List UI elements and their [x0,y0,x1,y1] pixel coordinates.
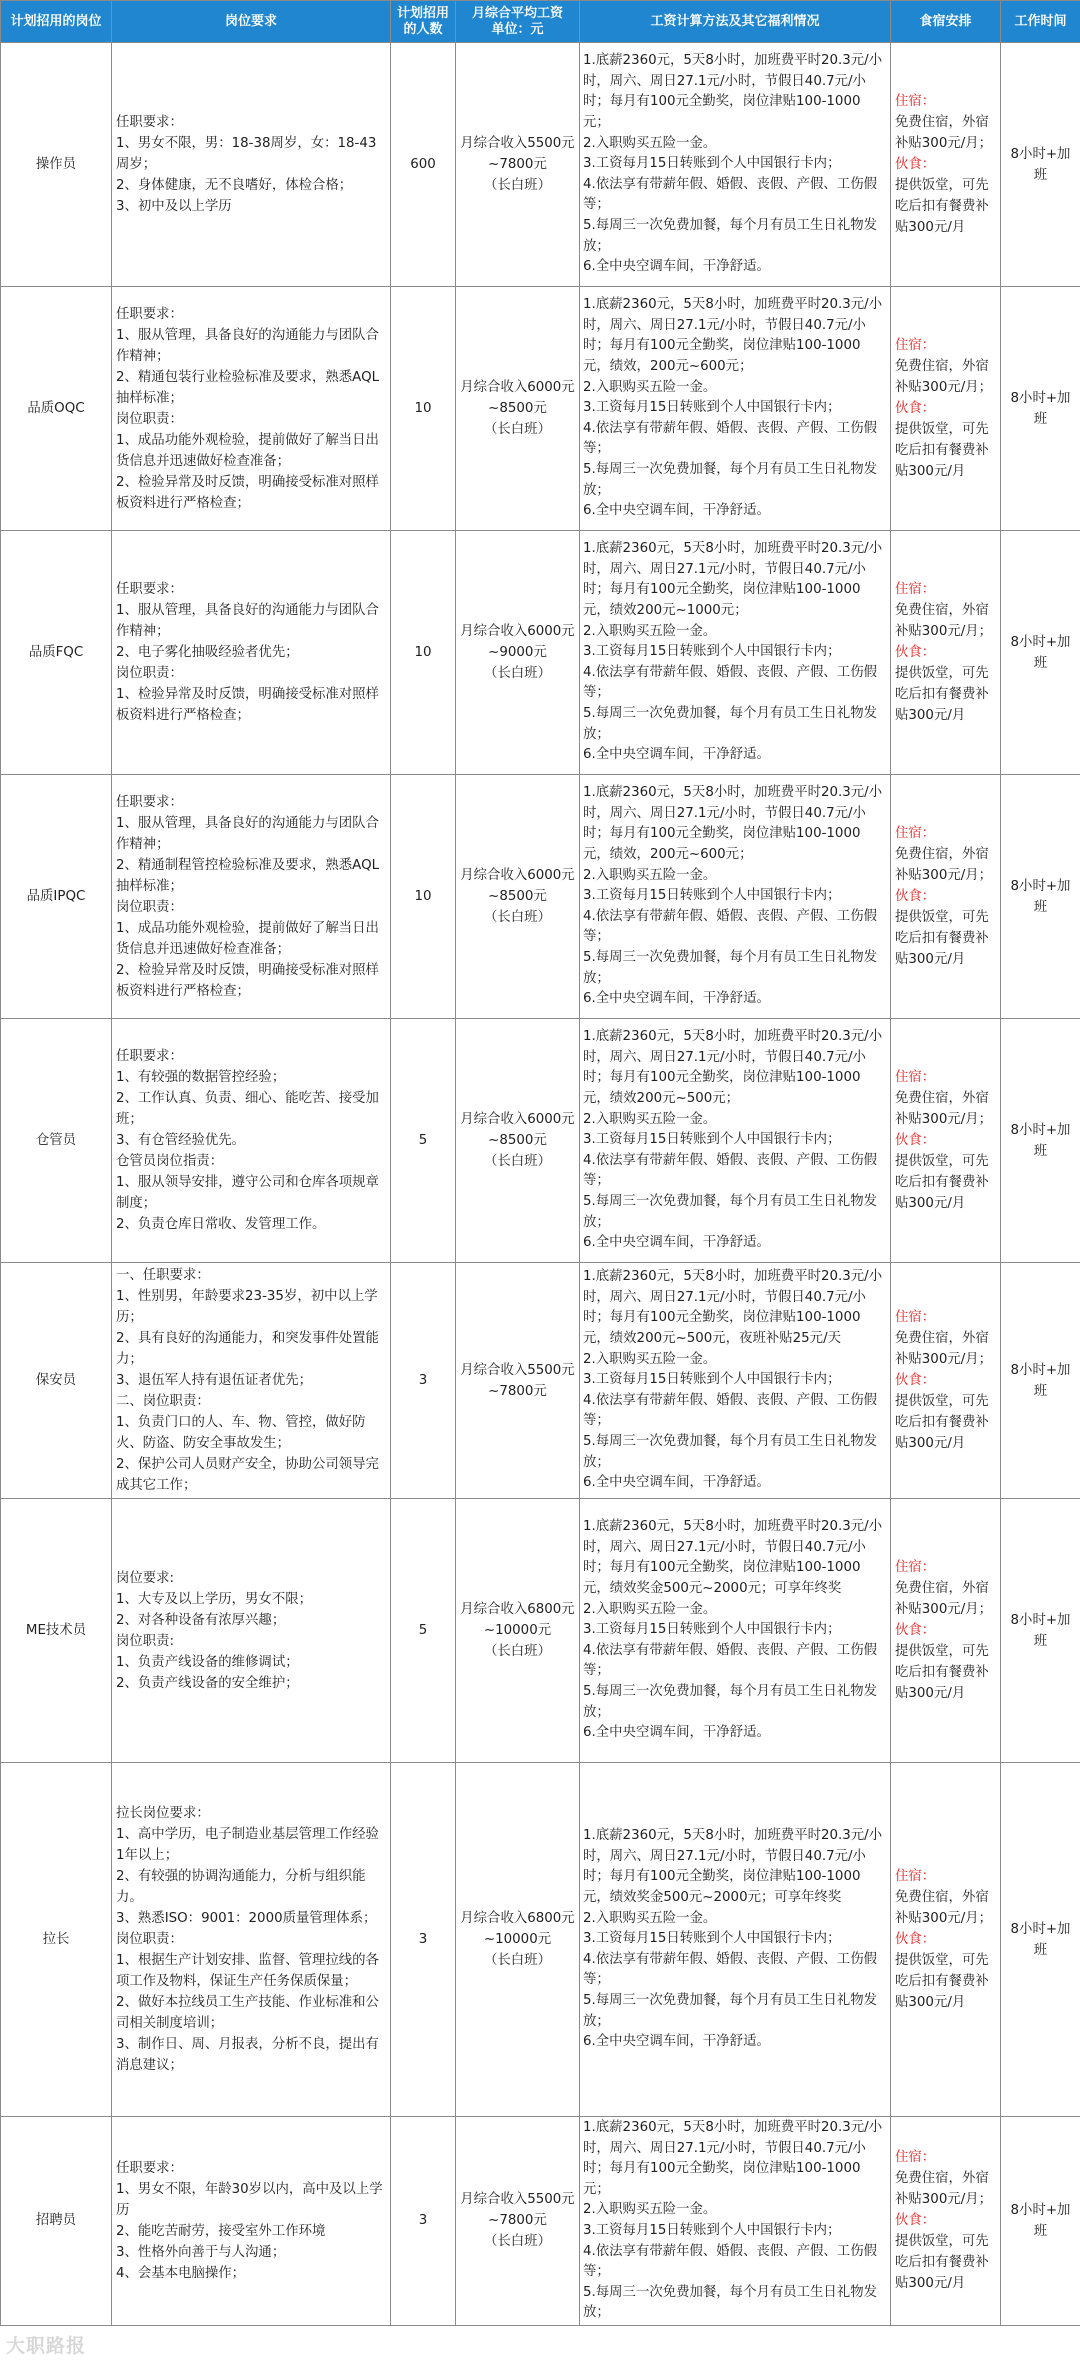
accommodation-cell [891,1499,1001,1763]
position-cell: 保安员 [1,1263,112,1499]
table-row [1,1263,1080,1499]
headcount-cell: 10 [391,775,456,1019]
benefits-cell: 1.底薪2360元，5天8小时，加班费平时20.3元/小时，周六、周日27.1元/小时，节假日40.7元/小时；每月有100元全勤奖，岗位津贴100-1000元，绩效200元~500元，夜班补贴25元/天 2.入职购买五险一金。 3.工资每月15日转账到个人中国银行卡内； 4.依法享有带薪年假、婚假、丧假、产假、工伤假等； 5.每周三一次免费加餐，每个月有员工生日礼物发放； 6.全中央空调车间，干净舒适。 [580,1263,891,1499]
accommodation-cell [891,43,1001,287]
hours-cell: 8小时+加班 [1001,1019,1080,1263]
benefits-cell: 1.底薪2360元，5天8小时，加班费平时20.3元/小时，周六、周日27.1元/小时，节假日40.7元/小时；每月有100元全勤奖，岗位津贴100-1000元； 2.入职购买五险一金。 3.工资每月15日转账到个人中国银行卡内； 4.依法享有带薪年假、婚假、丧假、产假、工伤假等； 5.每周三一次免费加餐，每个月有员工生日礼物发放； 6.全中央空调车间，干净舒适。 [580,43,891,287]
meal-text: 提供饭堂，可先吃后扣有餐费补贴300元/月 [895,422,989,479]
hours-cell: 8小时+加班 [1001,287,1080,531]
header-salary: 月综合平均工资 单位：元 [456,1,580,43]
salary-cell: 月综合收入5500元~7800元 （长白班） [456,2117,580,2326]
benefits-cell: 1.底薪2360元，5天8小时，加班费平时20.3元/小时，周六、周日27.1元/小时，节假日40.7元/小时；每月有100元全勤奖，岗位津贴100-1000元； 2.入职购买五险一金。 3.工资每月15日转账到个人中国银行卡内； 4.依法享有带薪年假、婚假、丧假、产假、工伤假等； 5.每周三一次免费加餐，每个月有员工生日礼物发放； [580,2117,891,2326]
position-cell: 品质IPQC [1,775,112,1019]
lodging-label: 住宿： [895,1310,936,1325]
position-cell: 操作员 [1,43,112,287]
benefits-cell: 1.底薪2360元，5天8小时，加班费平时20.3元/小时，周六、周日27.1元/小时，节假日40.7元/小时；每月有100元全勤奖，岗位津贴100-1000元，绩效200元~500元； 2.入职购买五险一金。 3.工资每月15日转账到个人中国银行卡内； 4.依法享有带薪年假、婚假、丧假、产假、工伤假等； 5.每周三一次免费加餐，每个月有员工生日礼物发放； 6.全中央空调车间，干净舒适。 [580,1019,891,1263]
accommodation-cell [891,1019,1001,1263]
benefits-cell: 1.底薪2360元，5天8小时，加班费平时20.3元/小时，周六、周日27.1元/小时，节假日40.7元/小时；每月有100元全勤奖，岗位津贴100-1000元，绩效，200元~600元； 2.入职购买五险一金。 3.工资每月15日转账到个人中国银行卡内； 4.依法享有带薪年假、婚假、丧假、产假、工伤假等； 5.每周三一次免费加餐，每个月有员工生日礼物发放； 6.全中央空调车间，干净舒适。 [580,775,891,1019]
position-cell: 品质OQC [1,287,112,531]
meal-label: 伙食： [895,1932,936,1947]
headcount-cell: 3 [391,2117,456,2326]
hours-cell: 8小时+加班 [1001,775,1080,1019]
meal-text: 提供饭堂，可先吃后扣有餐费补贴300元/月 [895,666,989,723]
lodging-text: 免费住宿，外宿补贴300元/月； [895,115,993,151]
requirements-cell: 任职要求： 1、服从管理，具备良好的沟通能力与团队合作精神； 2、精通制程管控检验标准及要求，熟悉AQL抽样标准； 岗位职责： 1、成品功能外观检验，提前做好了解当日出货信息并迅速做好检查准备； 2、检验异常及时反馈，明确接受标准对照样板资料进行严格检查； [112,775,391,1019]
meal-text: 提供饭堂，可先吃后扣有餐费补贴300元/月 [895,910,989,967]
accommodation-cell [891,1763,1001,2117]
headcount-cell: 5 [391,1019,456,1263]
meal-label: 伙食： [895,401,936,416]
salary-cell: 月综合收入6000元~9000元 （长白班） [456,531,580,775]
table-row [1,1499,1080,1763]
headcount-cell: 3 [391,1763,456,2117]
salary-cell: 月综合收入6800元~10000元 （长白班） [456,1763,580,2117]
table-row [1,531,1080,775]
accommodation-cell [891,1263,1001,1499]
salary-cell: 月综合收入6000元~8500元 （长白班） [456,775,580,1019]
lodging-text: 免费住宿，外宿补贴300元/月； [895,1331,993,1367]
header-benefits: 工资计算方法及其它福利情况 [580,1,891,43]
lodging-label: 住宿： [895,2150,936,2166]
table-row [1,1019,1080,1263]
meal-text: 提供饭堂，可先吃后扣有餐费补贴300元/月 [895,1953,989,2010]
requirements-cell: 任职要求： 1、男女不限，年龄30岁以内，高中及以上学历 2、能吃苦耐劳，接受室外工作环境 3、性格外向善于与人沟通； 4、会基本电脑操作； [112,2117,391,2326]
accommodation-cell [891,2117,1001,2326]
lodging-label: 住宿： [895,1070,936,1085]
salary-cell: 月综合收入6000元~8500元 （长白班） [456,1019,580,1263]
headcount-cell: 10 [391,287,456,531]
hours-cell: 8小时+加班 [1001,1763,1080,2117]
meal-label: 伙食： [895,1623,936,1638]
position-cell: 品质FQC [1,531,112,775]
position-cell: 招聘员 [1,2117,112,2326]
meal-text: 提供饭堂，可先吃后扣有餐费补贴300元/月 [895,1394,989,1451]
header-accommodation: 食宿安排 [891,1,1001,43]
requirements-cell: 任职要求： 1、服从管理，具备良好的沟通能力与团队合作精神； 2、精通包装行业检验标准及要求，熟悉AQL抽样标准； 岗位职责： 1、成品功能外观检验，提前做好了解当日出货信息并迅速做好检查准备； 2、检验异常及时反馈，明确接受标准对照样板资料进行严格检查； [112,287,391,531]
headcount-cell: 600 [391,43,456,287]
requirements-cell: 一、任职要求： 1、性别男，年龄要求23-35岁，初中以上学历； 2、具有良好的沟通能力，和突发事件处置能力； 3、退伍军人持有退伍证者优先； 二、岗位职责： 1、负责门口的人、车、物、管控，做好防火、防盗、防安全事故发生； 2、保护公司人员财产安全，协助公司领导完成其它工作； [112,1263,391,1499]
meal-label: 伙食： [895,889,936,904]
meal-label: 伙食： [895,2213,936,2229]
headcount-cell: 3 [391,1263,456,1499]
accommodation-cell [891,775,1001,1019]
lodging-text: 免费住宿，外宿补贴300元/月； [895,1890,993,1926]
benefits-cell: 1.底薪2360元，5天8小时，加班费平时20.3元/小时，周六、周日27.1元/小时，节假日40.7元/小时；每月有100元全勤奖，岗位津贴100-1000元，绩效奖金500元~2000元；可享年终奖 2.入职购买五险一金。 3.工资每月15日转账到个人中国银行卡内； 4.依法享有带薪年假、婚假、丧假、产假、工伤假等； 5.每周三一次免费加餐，每个月有员工生日礼物发放； 6.全中央空调车间，干净舒适。 [580,1763,891,2117]
lodging-text: 免费住宿，外宿补贴300元/月； [895,1581,993,1617]
meal-text: 提供饭堂，可先吃后扣有餐费补贴300元/月 [895,1154,989,1211]
requirements-cell: 岗位要求: 1、大专及以上学历，男女不限； 2、对各种设备有浓厚兴趣； 岗位职责: 1、负责产线设备的维修调试； 2、负责产线设备的安全维护； [112,1499,391,1763]
meal-label: 伙食： [895,1373,936,1388]
meal-label: 伙食： [895,645,936,660]
lodging-text: 免费住宿，外宿补贴300元/月； [895,359,993,395]
lodging-text: 免费住宿，外宿补贴300元/月； [895,1091,993,1127]
accommodation-cell [891,531,1001,775]
lodging-text: 免费住宿，外宿补贴300元/月； [895,603,993,639]
benefits-cell: 1.底薪2360元，5天8小时，加班费平时20.3元/小时，周六、周日27.1元/小时，节假日40.7元/小时；每月有100元全勤奖，岗位津贴100-1000元，绩效，200元~600元； 2.入职购买五险一金。 3.工资每月15日转账到个人中国银行卡内； 4.依法享有带薪年假、婚假、丧假、产假、工伤假等； 5.每周三一次免费加餐，每个月有员工生日礼物发放； 6.全中央空调车间，干净舒适。 [580,287,891,531]
headcount-cell: 5 [391,1499,456,1763]
requirements-cell: 任职要求： 1、男女不限，男：18-38周岁，女：18-43周岁； 2、身体健康，无不良嗜好，体检合格； 3、初中及以上学历 [112,43,391,287]
hours-cell: 8小时+加班 [1001,43,1080,287]
position-cell: 仓管员 [1,1019,112,1263]
position-cell: ME技术员 [1,1499,112,1763]
salary-cell: 月综合收入5500元~7800元 [456,1263,580,1499]
requirements-cell: 任职要求： 1、有较强的数据管控经验； 2、工作认真、负责、细心、能吃苦、接受加班； 3、有仓管经验优先。 仓管员岗位指责： 1、服从领导安排，遵守公司和仓库各项规章制度； 2、负责仓库日常收、发管理工作。 [112,1019,391,1263]
header-row [1,1,1080,43]
lodging-label: 住宿： [895,94,936,109]
meal-text: 提供饭堂，可先吃后扣有餐费补贴300元/月 [895,178,989,235]
salary-cell: 月综合收入6000元~8500元 （长白班） [456,287,580,531]
requirements-cell: 拉长岗位要求： 1、高中学历，电子制造业基层管理工作经验1年以上； 2、有较强的协调沟通能力，分析与组织能力。 3、熟悉ISO：9001：2000质量管理体系； 岗位职责： 1、根据生产计划安排、监督、管理拉线的各项工作及物料，保证生产任务保质保量； 2、做好本拉线员工生产技能、作业标准和公司相关制度培训； 3、制作日、周、月报表，分析不良，提出有消息建议； [112,1763,391,2117]
accommodation-cell [891,287,1001,531]
table-row [1,1763,1080,2117]
meal-label: 伙食： [895,157,936,172]
table-row [1,2117,1080,2326]
hours-cell: 8小时+加班 [1001,531,1080,775]
lodging-label: 住宿： [895,582,936,597]
header-requirements: 岗位要求 [112,1,391,43]
table-row [1,43,1080,287]
meal-text: 提供饭堂，可先吃后扣有餐费补贴300元/月 [895,1644,989,1701]
lodging-label: 住宿： [895,1869,936,1884]
header-position: 计划招用的岗位 [1,1,112,43]
lodging-label: 住宿： [895,826,936,841]
benefits-cell: 1.底薪2360元，5天8小时，加班费平时20.3元/小时，周六、周日27.1元/小时，节假日40.7元/小时；每月有100元全勤奖，岗位津贴100-1000元，绩效奖金500元~2000元；可享年终奖 2.入职购买五险一金。 3.工资每月15日转账到个人中国银行卡内； 4.依法享有带薪年假、婚假、丧假、产假、工伤假等； 5.每周三一次免费加餐，每个月有员工生日礼物发放； 6.全中央空调车间，干净舒适。 [580,1499,891,1763]
lodging-label: 住宿： [895,338,936,353]
hours-cell: 8小时+加班 [1001,1263,1080,1499]
meal-text: 提供饭堂，可先吃后扣有餐费补贴300元/月 [895,2234,989,2292]
salary-cell: 月综合收入6800元~10000元 （长白班） [456,1499,580,1763]
requirements-cell: 任职要求： 1、服从管理，具备良好的沟通能力与团队合作精神； 2、电子雾化抽吸经验者优先； 岗位职责： 1、检验异常及时反馈，明确接受标准对照样板资料进行严格检查； [112,531,391,775]
table-row [1,287,1080,531]
salary-cell: 月综合收入5500元~7800元 （长白班） [456,43,580,287]
watermark-logo: 大职路报 [6,2335,87,2357]
headcount-cell: 10 [391,531,456,775]
meal-label: 伙食： [895,1133,936,1148]
hours-cell: 8小时+加班 [1001,1499,1080,1763]
header-hours: 工作时间 [1001,1,1080,43]
lodging-label: 住宿： [895,1560,936,1575]
header-headcount: 计划招用的人数 [391,1,456,43]
lodging-text: 免费住宿，外宿补贴300元/月； [895,847,993,883]
lodging-text: 免费住宿，外宿补贴300元/月； [895,2171,993,2208]
hours-cell: 8小时+加班 [1001,2117,1080,2326]
benefits-cell: 1.底薪2360元，5天8小时，加班费平时20.3元/小时，周六、周日27.1元/小时，节假日40.7元/小时；每月有100元全勤奖，岗位津贴100-1000元，绩效200元~1000元； 2.入职购买五险一金。 3.工资每月15日转账到个人中国银行卡内； 4.依法享有带薪年假、婚假、丧假、产假、工伤假等； 5.每周三一次免费加餐，每个月有员工生日礼物发放； 6.全中央空调车间，干净舒适。 [580,531,891,775]
position-cell: 拉长 [1,1763,112,2117]
table-row [1,775,1080,1019]
